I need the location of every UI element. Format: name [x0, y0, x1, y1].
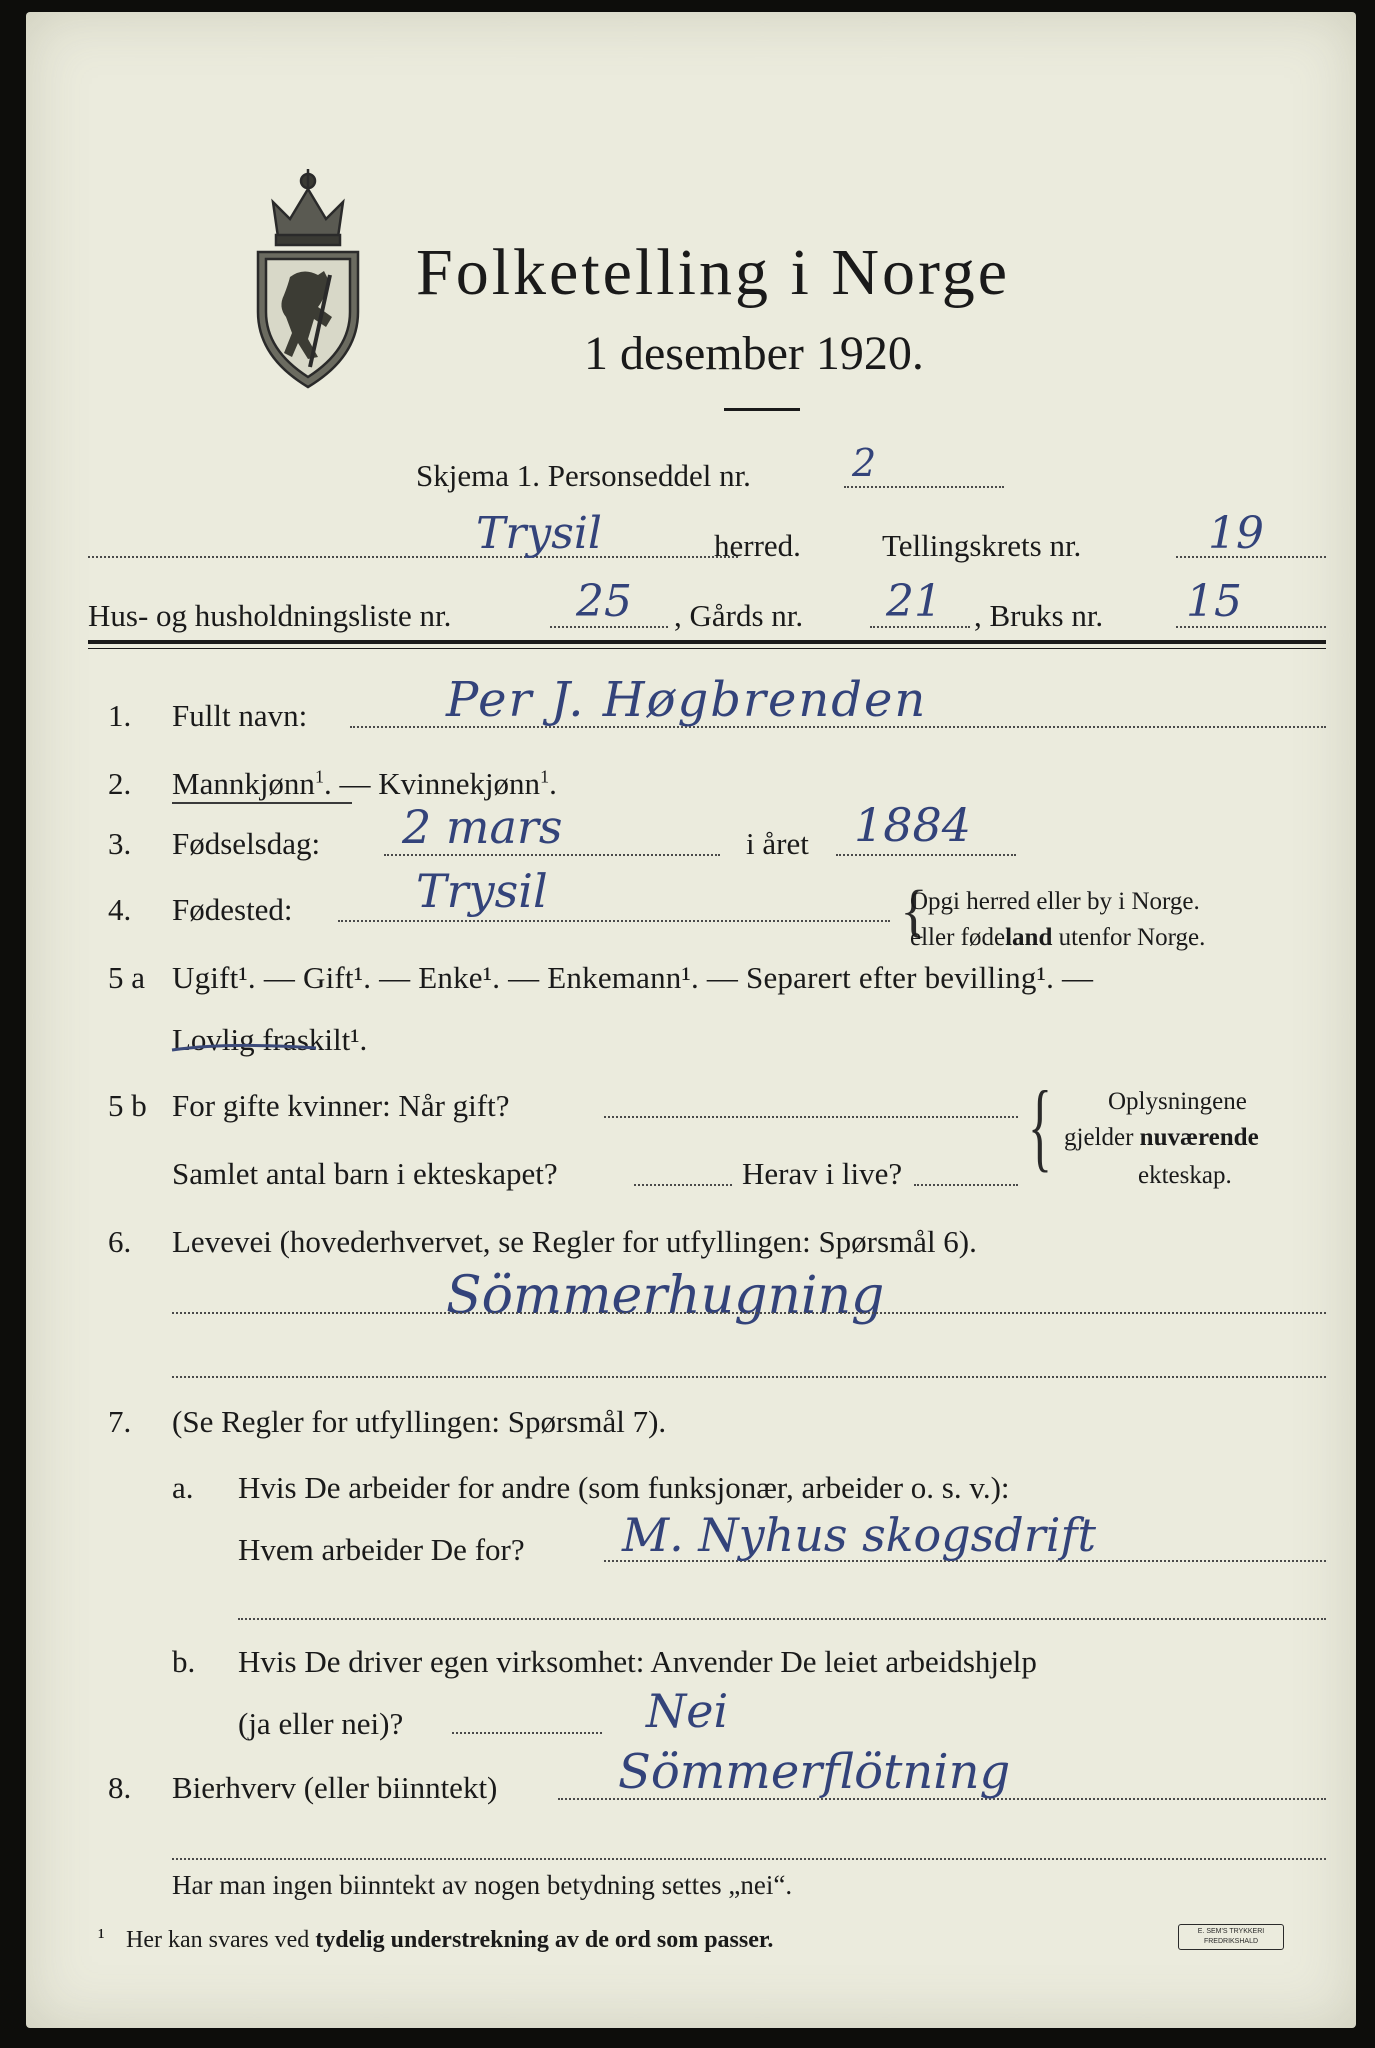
header-rule-thin [88, 648, 1326, 649]
q3-number: 3. [108, 826, 132, 861]
q4-number: 4. [108, 892, 132, 927]
q7-number: 7. [108, 1404, 132, 1439]
gards-label: , Gårds nr. [674, 598, 804, 633]
schema-label: Skjema 1. Personseddel nr. [416, 458, 751, 493]
census-form-page [26, 12, 1356, 2028]
herred-line [88, 556, 738, 558]
header-rule-thick [88, 640, 1326, 644]
q3-birthday-value: 2 mars [402, 800, 563, 854]
q5a-number: 5 a [108, 960, 146, 995]
q7b-answer-line [452, 1732, 602, 1734]
q5a-ugift-underline [170, 1038, 320, 1058]
norwegian-coat-of-arms-icon [248, 167, 368, 392]
q2-number: 2. [108, 766, 132, 801]
q5b-alive-line [914, 1184, 1018, 1186]
q4-brace: { [900, 878, 928, 943]
q5b-note-line2: gjelder nuværende [1064, 1124, 1259, 1151]
q2-mannkjonn: Mannkjønn [172, 766, 315, 801]
q4-birthplace-value: Trysil [416, 864, 548, 918]
herred-value: Trysil [476, 508, 602, 559]
q7b-answer-value: Nei [646, 1684, 729, 1738]
q7b-line2: (ja eller nei)? [238, 1706, 404, 1741]
q8-label: Bierhverv (eller biinntekt) [172, 1770, 498, 1805]
q7a-line2: Hvem arbeider De for? [238, 1532, 525, 1567]
q4-note-line1: Opgi herred eller by i Norge. [910, 888, 1200, 915]
q8-number: 8. [108, 1770, 132, 1805]
q7a-employer-value: M. Nyhus skogsdrift [622, 1508, 1096, 1562]
q8-note: Har man ingen biinntekt av nogen betydning settes „nei“. [172, 1870, 793, 1900]
q7a-letter: a. [172, 1470, 194, 1505]
q5a-lovlig-fraskilt: Lovlig fraskilt¹. [172, 1022, 368, 1057]
q8-line2 [172, 1858, 1326, 1860]
q8-secondary-income-value: Sömmerflötning [618, 1744, 1011, 1800]
husholdningsliste-label: Hus- og husholdningsliste nr. [88, 598, 452, 633]
q7-label: (Se Regler for utfyllingen: Spørsmål 7). [172, 1404, 667, 1439]
husholdningsliste-value: 25 [576, 576, 632, 627]
q4-line [338, 920, 890, 922]
q6-label: Levevei (hovederhvervet, se Regler for utfyllingen: Spørsmål 6). [172, 1224, 977, 1259]
q7b-letter: b. [172, 1644, 196, 1679]
q5b-children-line [634, 1184, 732, 1186]
herred-label: herred. [714, 528, 801, 563]
q5b-note-line1: Oplysningene [1108, 1088, 1247, 1115]
q5b-number: 5 b [108, 1088, 147, 1123]
q5a-marital-options: Ugift¹. — Gift¹. — Enke¹. — Enkemann¹. — Separert efter bevilling¹. — [172, 960, 1094, 995]
bruks-label: , Bruks nr. [974, 598, 1104, 633]
q1-number: 1. [108, 698, 132, 733]
q3-year-label: i året [746, 826, 809, 861]
q5b-line1: For gifte kvinner: Når gift? [172, 1088, 510, 1123]
tellingskrets-label: Tellingskrets nr. [882, 528, 1082, 563]
schema-nr-line [844, 486, 1004, 488]
q3-day-line [384, 854, 720, 856]
q5b-alive-label: Herav i live? [742, 1156, 903, 1191]
q4-note-line2: eller fødeland utenfor Norge. [910, 924, 1206, 951]
q1-label: Fullt navn: [172, 698, 308, 733]
form-title: Folketelling i Norge [416, 236, 1011, 309]
footnote-mark: ¹ [98, 1924, 105, 1949]
q5b-note-line3: ekteskap. [1138, 1162, 1232, 1189]
q6-line2 [172, 1376, 1326, 1378]
q1-full-name-value: Per J. Høgbrenden [446, 672, 928, 728]
bruks-value: 15 [1186, 576, 1242, 627]
q3-year-line [836, 854, 1016, 856]
title-divider [724, 408, 800, 411]
q3-year-value: 1884 [854, 798, 972, 852]
q6-number: 6. [108, 1224, 132, 1259]
schema-nr-value: 2 [852, 441, 877, 485]
census-date: 1 desember 1920. [584, 327, 924, 380]
q7b-line1: Hvis De driver egen virksomhet: Anvender De leiet arbeidshjelp [238, 1644, 1037, 1679]
q2-kvinnekjonn: Kvinnekjønn [378, 766, 541, 801]
q7a-line1: Hvis De arbeider for andre (som funksjonær, arbeider o. s. v.): [238, 1470, 1010, 1505]
q3-label: Fødselsdag: [172, 826, 321, 861]
gards-value: 21 [886, 576, 942, 627]
q2-sex-options: Mannkjønn$^1$. — Kvinnekjønn$^1$. [172, 766, 557, 801]
printer-stamp: E. SEM'S TRYKKERI FREDRIKSHALD [1178, 1924, 1284, 1950]
q5b-brace: { [1028, 1070, 1052, 1181]
footnote-text: Her kan svares ved tydelig understrekning av de ord som passer. [126, 1927, 774, 1953]
q5b-children-label: Samlet antal barn i ekteskapet? [172, 1156, 558, 1191]
q2-mannkjonn-underline [172, 802, 352, 804]
q7a-line-extra [238, 1618, 1326, 1620]
q6-occupation-value: Sömmerhugning [446, 1266, 885, 1326]
tellingskrets-value: 19 [1208, 508, 1264, 559]
q6-line1 [172, 1312, 1326, 1314]
q5b-married-line [604, 1116, 1018, 1118]
q4-label: Fødested: [172, 892, 293, 927]
